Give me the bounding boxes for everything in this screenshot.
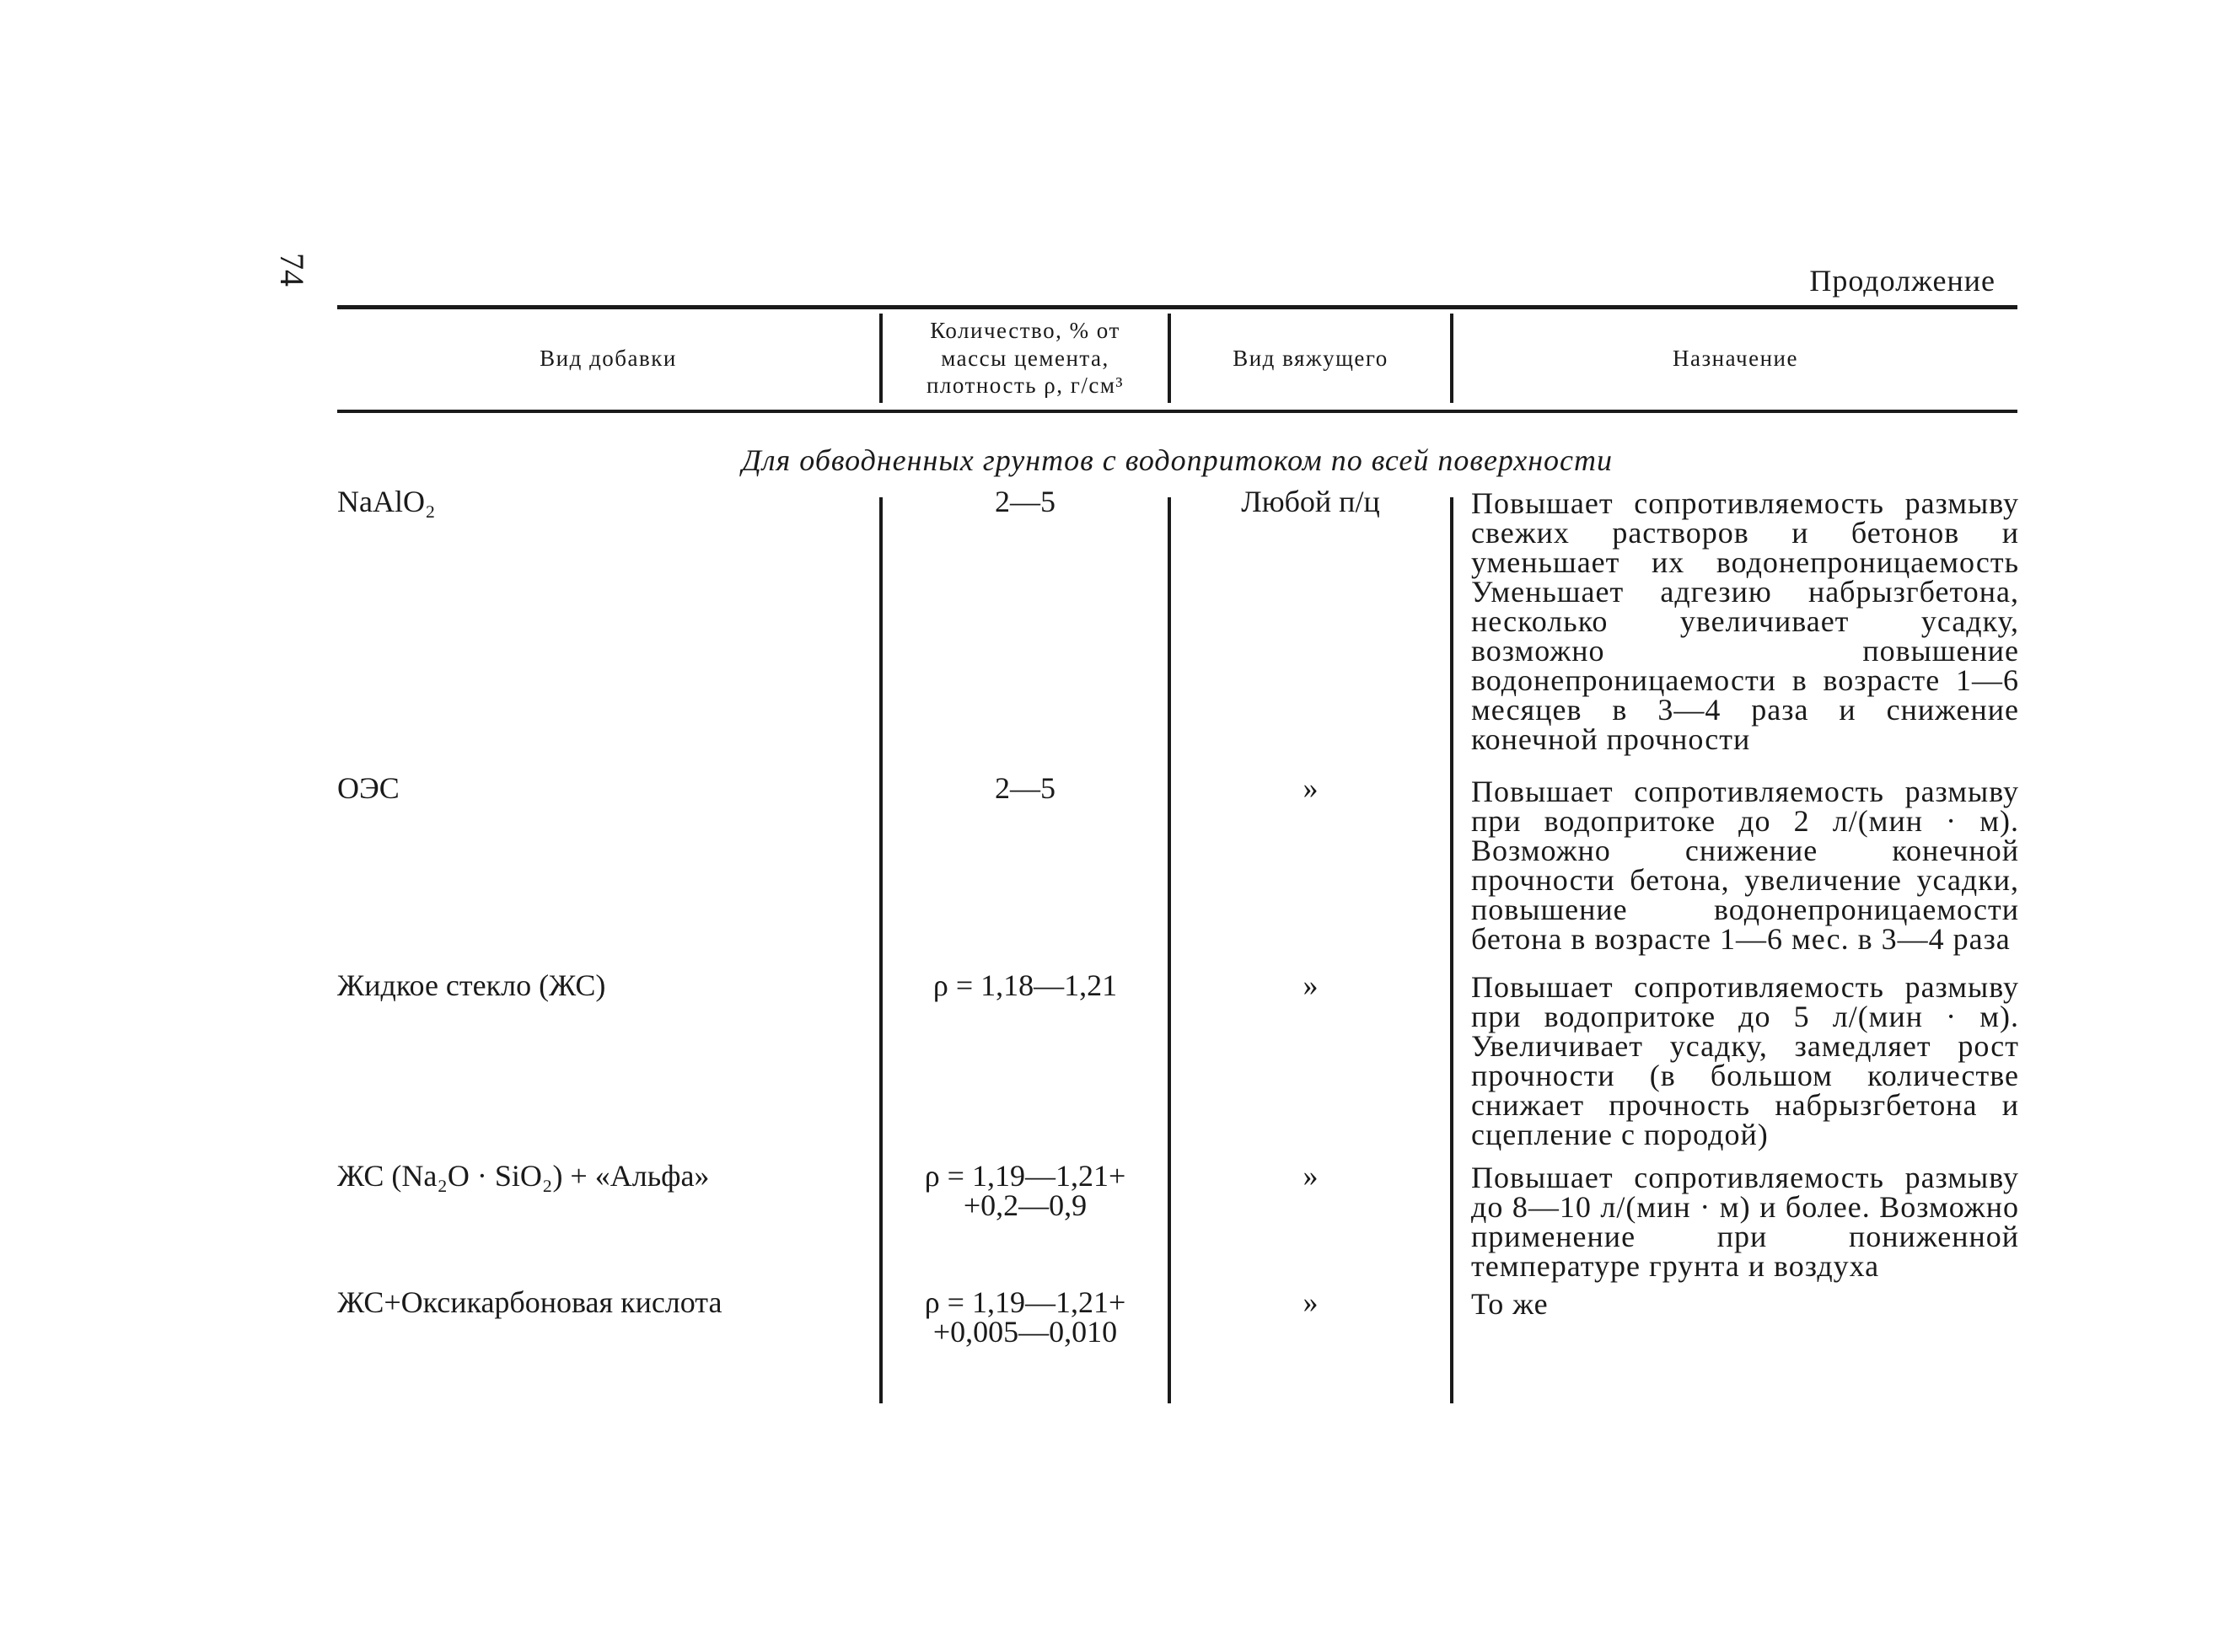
row-purpose: То же — [1471, 1287, 1549, 1321]
row-binder: » — [1303, 771, 1319, 805]
row-amount-line: +0,2—0,9 — [963, 1188, 1088, 1222]
section-title: Для обводненных грунтов с водопритоком по всей поверхности — [741, 443, 1614, 477]
row-additive: ЖС (Na₂O · SiO₂) + «Альфа» — [337, 1159, 710, 1193]
row-purpose: Повышает сопротивляемость размыву при водопритоке до 5 л/(мин · м). Увеличивает усадку, замедляет рост прочности (в большом количестве снижает прочность набрызгбетона и сцепление с породой) — [1471, 970, 2019, 1151]
header-additive-type: Вид добавки — [540, 345, 677, 371]
row-binder: » — [1303, 968, 1319, 1002]
column-divider — [1168, 497, 1171, 1403]
row-amount: 2—5 — [995, 485, 1055, 518]
row-additive: ОЭС — [337, 771, 400, 805]
row-additive: Жидкое стекло (ЖС) — [337, 968, 606, 1002]
row-amount-line: ρ = 1,19—1,21+ — [924, 1159, 1126, 1193]
row-amount-line: ρ = 1,19—1,21+ — [924, 1285, 1126, 1319]
row-binder: » — [1303, 1285, 1319, 1319]
header-amount — [883, 314, 1168, 403]
row-amount — [883, 1285, 1168, 1349]
header-amount-line: плотность ρ, г/см³ — [926, 373, 1125, 399]
header-binder-type: Вид вяжущего — [1233, 345, 1388, 371]
table-top-rule — [337, 305, 2017, 309]
page-number: 74 — [273, 253, 311, 287]
row-binder: » — [1303, 1159, 1319, 1193]
row-purpose: Повышает сопротивляемость размыву при водопритоке до 2 л/(мин · м). Возможно снижение конечной прочности бетона, увеличение усадки, повышение водонепроницаемости бетона в возрасте 1—6 мес. в 3—4 раза — [1471, 775, 2019, 956]
row-purpose: Повышает сопротивляемость размыву до 8—10 л/(мин · м) и более. Возможно применение при пониженной температуре грунта и воздуха — [1471, 1161, 2019, 1283]
header-bottom-rule — [337, 410, 2017, 413]
row-additive: NaAlO₂ — [337, 485, 436, 518]
column-divider — [879, 497, 883, 1403]
row-amount — [883, 1161, 1168, 1220]
header-amount-line: массы цемента, — [941, 345, 1109, 371]
header-purpose: Назначение — [1673, 345, 1798, 371]
continuation-label: Продолжение — [1809, 264, 1995, 298]
header-amount-line: Количество, % от — [930, 318, 1120, 344]
row-amount-line: +0,005—0,010 — [932, 1315, 1118, 1349]
row-purpose: Повышает сопротивляемость размыву свежих растворов и бетонов и уменьшает их водонепроницаемость Уменьшает адгезию набрызгбетона, несколько увеличивает усадку, возможно повышение водонепроницаемости в возрасте 1—6 месяцев в 3—4 раза и снижение конечной прочности — [1471, 486, 2019, 756]
row-binder: Любой п/ц — [1241, 485, 1380, 518]
row-amount: ρ = 1,18—1,21 — [932, 968, 1118, 1002]
column-divider — [1450, 497, 1453, 1403]
row-amount: 2—5 — [995, 771, 1055, 805]
row-additive: ЖС+Оксикарбоновая кислота — [337, 1285, 722, 1319]
